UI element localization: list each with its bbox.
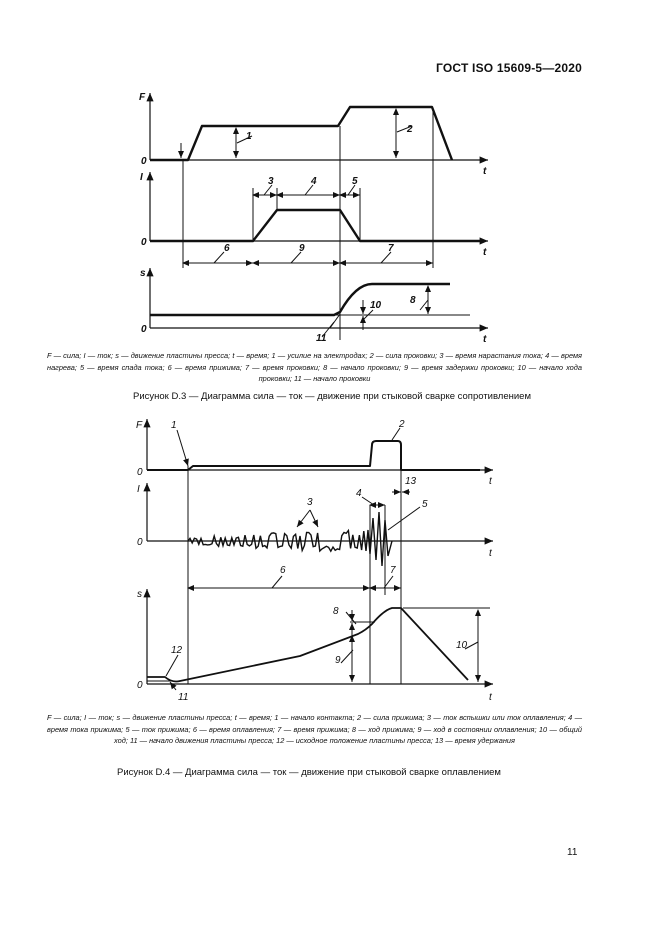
d3-i-zero: 0 (141, 237, 147, 248)
d4-f-zero: 0 (137, 467, 143, 478)
figure-d3-legend: F — сила; I — ток; s — движение пластины пресса; t — время; 1 — усилие на электродах; 2 — сила проковки; 3 — время нарастания тока; 4 — время нагрева; 5 — время спада тока; 6 — время прижима; 7 — время проковки; 8 — начало проковки; 9 — время задержки проковки; 10 — начало хода проковки; 11 — начало проковки (47, 351, 582, 383)
document-header: ГОСТ ISO 15609-5—2020 (436, 61, 582, 75)
d3-label-8: 8 (410, 295, 416, 306)
d3-i-t-label: t (483, 247, 487, 258)
d3-label-5: 5 (352, 176, 358, 187)
figure-d4-legend: F — сила; I — ток; s — движение пластины пресса; t — время; 1 — начало контакта; 2 — сила прижима; 3 — ток вспышки или ток оплавления; 4 — время тока прижима; 5 — ток прижима; 6 — время оплавления; 7 — время прижима; 8 — ход прижима; 9 — ход в состоянии оплавления; 10 — общий ход; 11 — начало движения пластины пресса; 12 — исходное положение пластины пресса; 13 — время удержания (47, 713, 582, 745)
d4-label-7: 7 (390, 565, 396, 576)
d4-label-11: 11 (178, 692, 189, 703)
d3-label-6: 6 (224, 243, 230, 254)
d3-label-10: 10 (370, 300, 382, 311)
figure-d3-caption: Рисунок D.3 — Диаграмма сила — ток — движение при стыковой сварке сопротивлением (133, 391, 531, 402)
d3-f-t-label: t (483, 166, 487, 177)
figure-d4-caption: Рисунок D.4 — Диаграмма сила — ток — движение при стыковой сварке оплавлением (117, 767, 501, 778)
d4-s-zero: 0 (137, 680, 143, 691)
d3-label-3: 3 (268, 176, 274, 187)
d4-s-t-label: t (489, 692, 492, 703)
d4-i-axis-label: I (137, 484, 140, 495)
d4-label-13: 13 (405, 476, 417, 487)
d4-label-2: 2 (399, 419, 405, 430)
d4-label-10: 10 (456, 640, 468, 651)
d4-label-3: 3 (307, 497, 313, 508)
d4-label-6: 6 (280, 565, 286, 576)
d4-label-12: 12 (171, 645, 183, 656)
d3-label-11: 11 (316, 333, 327, 344)
d4-label-5: 5 (422, 499, 428, 510)
d3-i-axis-label: I (140, 172, 143, 183)
d4-s-axis-label: s (137, 589, 142, 600)
d3-s-t-label: t (483, 334, 487, 345)
d3-label-2: 2 (407, 124, 413, 135)
d3-label-9: 9 (299, 243, 305, 254)
d4-i-t-label: t (489, 548, 492, 559)
d3-f-zero: 0 (141, 156, 147, 167)
d4-label-4: 4 (356, 488, 362, 499)
d4-label-1: 1 (171, 420, 177, 431)
d3-s-axis-label: s (140, 268, 146, 279)
d4-f-t-label: t (489, 476, 492, 487)
d4-label-9: 9 (335, 655, 341, 666)
d3-label-1: 1 (246, 131, 252, 142)
d3-f-axis-label: F (139, 92, 146, 103)
d4-f-axis-label: F (136, 420, 143, 431)
d3-s-zero: 0 (141, 324, 147, 335)
page-number: 11 (567, 847, 578, 858)
d4-i-zero: 0 (137, 537, 143, 548)
d4-label-8: 8 (333, 606, 339, 617)
d3-label-7: 7 (388, 243, 394, 254)
d3-label-4: 4 (311, 176, 317, 187)
